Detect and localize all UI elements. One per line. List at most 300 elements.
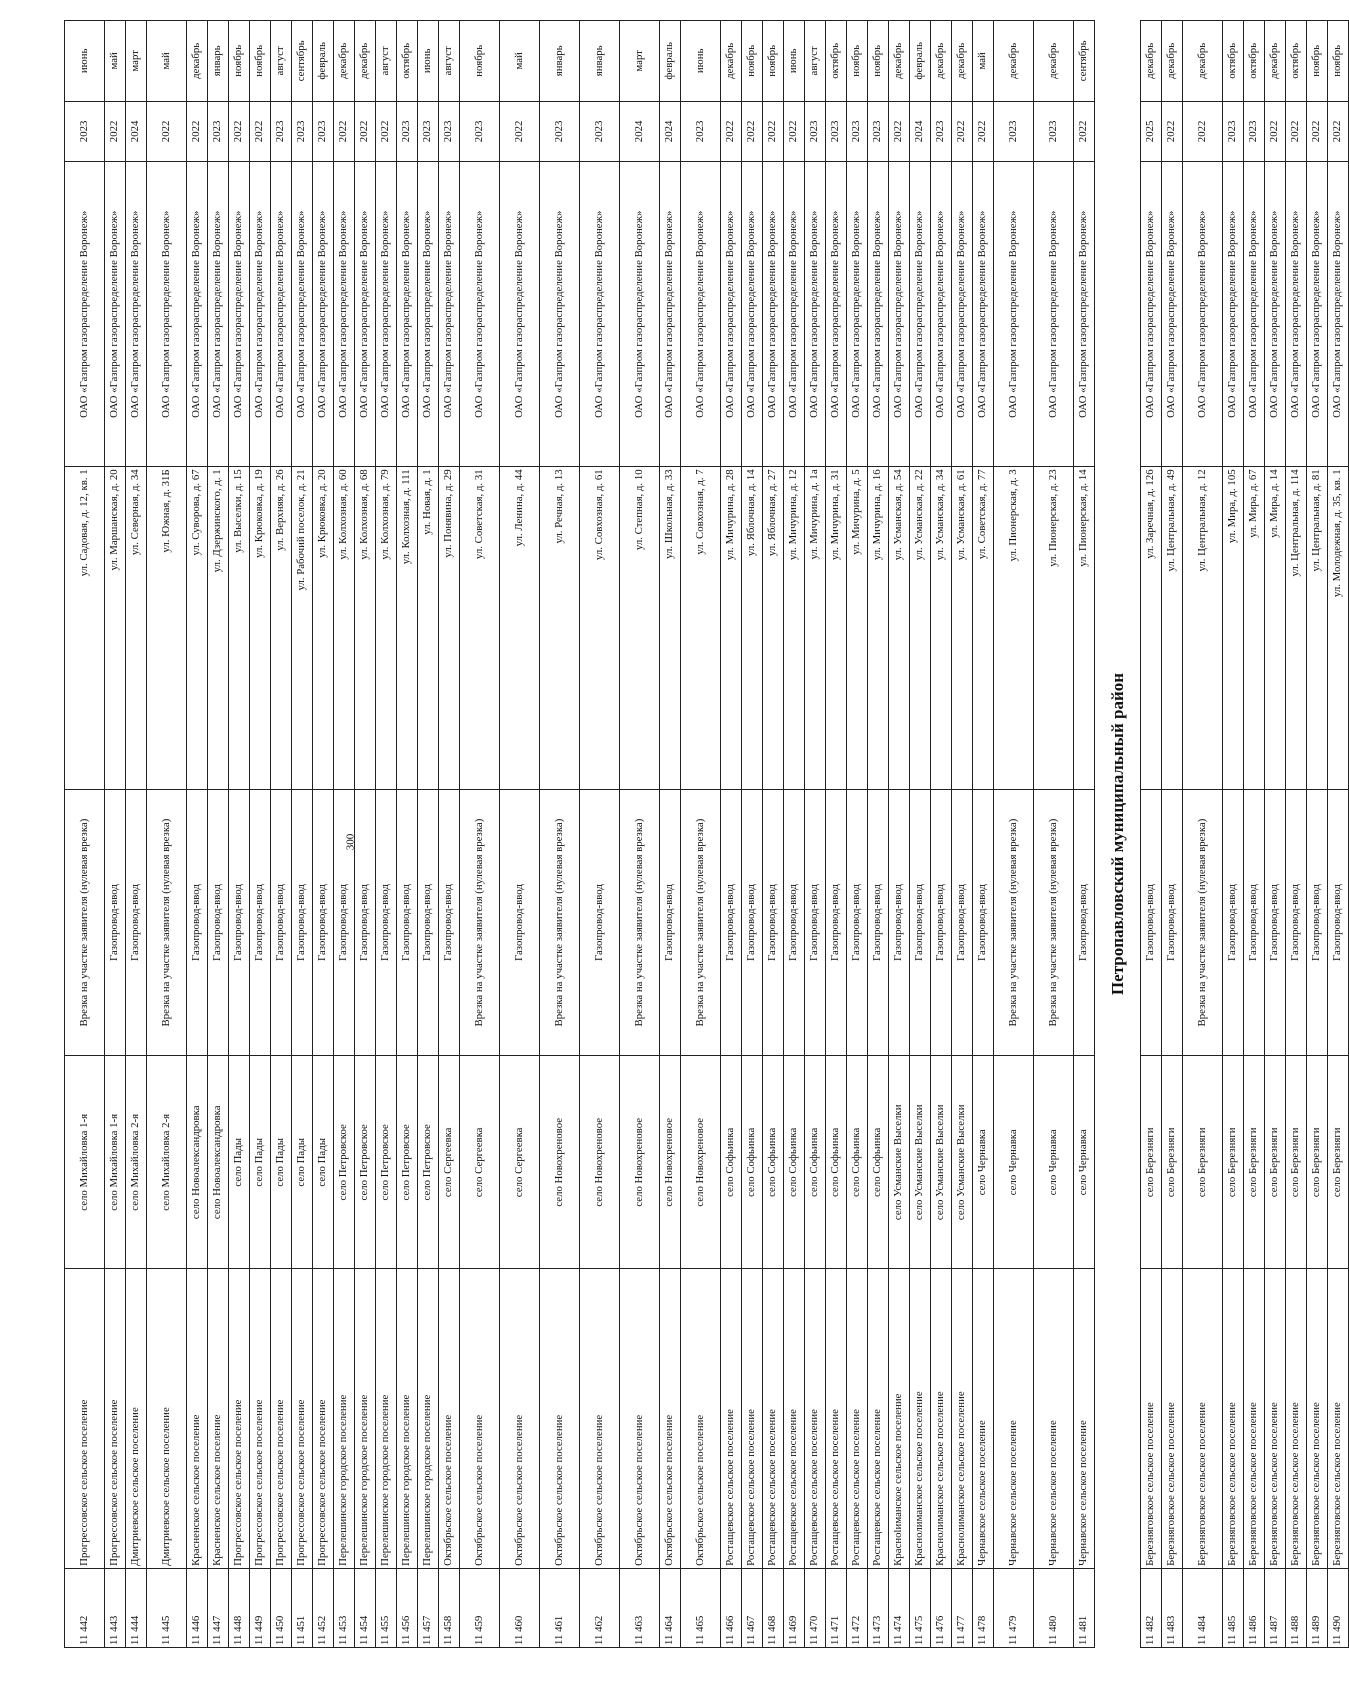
locality-cell: село Чернавка xyxy=(973,1056,994,1269)
organization-cell: ОАО «Газпром газораспределение Воронеж» xyxy=(1223,162,1244,467)
month-cell: март xyxy=(126,21,147,102)
month-cell: ноябрь xyxy=(1307,21,1328,102)
work-type-cell: Газопровод-ввод xyxy=(1162,789,1183,1055)
gas-connection-table-wrap xyxy=(64,20,1344,1648)
settlement-cell: Краснолиманское сельское поселение xyxy=(952,1269,973,1568)
row-id-cell: 11 475 xyxy=(910,1568,931,1647)
settlement-cell: Березняговское сельское поселение xyxy=(1307,1269,1328,1568)
organization-cell: ОАО «Газпром газораспределение Воронеж» xyxy=(868,162,889,467)
address-cell: ул. Школьная, д. 33 xyxy=(660,467,681,790)
row-id-cell: 11 457 xyxy=(418,1568,439,1647)
locality-cell: село Михайловка 1-я xyxy=(65,1056,105,1269)
locality-cell: село Чернавка xyxy=(994,1056,1034,1269)
row-id-cell: 11 442 xyxy=(65,1568,105,1647)
address-cell: ул. Центральная, д. 49 xyxy=(1162,467,1183,790)
locality-cell: село Новоалександровка xyxy=(187,1056,208,1269)
organization-cell: ОАО «Газпром газораспределение Воронеж» xyxy=(1162,162,1183,467)
table-row xyxy=(994,21,1034,1648)
organization-cell: ОАО «Газпром газораспределение Воронеж» xyxy=(994,162,1034,467)
work-type-cell: Газопровод-ввод xyxy=(763,789,784,1055)
locality-cell: село Софьинка xyxy=(763,1056,784,1269)
table-row xyxy=(1141,21,1162,1648)
year-cell: 2023 xyxy=(208,101,229,161)
address-cell: ул. Молодежная, д. 35, кв. 1 xyxy=(1328,467,1349,790)
work-type-cell: Газопровод-ввод xyxy=(784,789,805,1055)
month-cell: январь xyxy=(208,21,229,102)
year-cell: 2024 xyxy=(126,101,147,161)
address-cell: ул. Заречная, д. 126 xyxy=(1141,467,1162,790)
work-type-cell: Газопровод-ввод xyxy=(126,789,147,1055)
work-type-cell: Газопровод-ввод xyxy=(1074,789,1095,1055)
year-cell: 2022 xyxy=(1307,101,1328,161)
month-cell: май xyxy=(973,21,994,102)
locality-cell: село Пады xyxy=(271,1056,292,1269)
organization-cell: ОАО «Газпром газораспределение Воронеж» xyxy=(721,162,742,467)
address-cell: ул. Мичурина, д. 12 xyxy=(784,467,805,790)
locality-cell: село Софьинка xyxy=(784,1056,805,1269)
settlement-cell: Ростащевское сельское поселение xyxy=(826,1269,847,1568)
work-type-cell: Газопровод-ввод xyxy=(910,789,931,1055)
settlement-cell: Октябрьское сельское поселение xyxy=(460,1269,500,1568)
organization-cell: ОАО «Газпром газораспределение Воронеж» xyxy=(208,162,229,467)
settlement-cell: Ростащевское сельское поселение xyxy=(742,1269,763,1568)
address-cell: ул. Мира, д. 14 xyxy=(1265,467,1286,790)
organization-cell: ОАО «Газпром газораспределение Воронеж» xyxy=(1307,162,1328,467)
locality-cell: село Новохреновое xyxy=(580,1056,620,1269)
locality-cell: село Софьинка xyxy=(721,1056,742,1269)
work-type-cell: Газопровод-ввод xyxy=(1141,789,1162,1055)
year-cell: 2023 xyxy=(1034,101,1074,161)
row-id-cell: 11 485 xyxy=(1223,1568,1244,1647)
year-cell: 2023 xyxy=(826,101,847,161)
month-cell: декабрь xyxy=(721,21,742,102)
organization-cell: ОАО «Газпром газораспределение Воронеж» xyxy=(1244,162,1265,467)
organization-cell: ОАО «Газпром газораспределение Воронеж» xyxy=(147,162,187,467)
work-type-cell: Газопровод-ввод xyxy=(660,789,681,1055)
address-cell: ул. Колхозная, д. 68 xyxy=(355,467,376,790)
table-row xyxy=(65,21,105,1648)
address-cell: ул. Центральная, д. 81 xyxy=(1307,467,1328,790)
organization-cell: ОАО «Газпром газораспределение Воронеж» xyxy=(660,162,681,467)
work-type-cell: Газопровод-ввод xyxy=(334,789,355,1055)
settlement-cell: Октябрьское сельское поселение xyxy=(580,1269,620,1568)
settlement-cell: Перелешинское городское поселение xyxy=(334,1269,355,1568)
work-type-cell: Врезка на участке заявителя (нулевая врезка) xyxy=(1034,789,1074,1055)
row-id-cell: 11 467 xyxy=(742,1568,763,1647)
row-id-cell: 11 459 xyxy=(460,1568,500,1647)
table-row xyxy=(721,21,742,1648)
address-cell: ул. Советская, д. 77 xyxy=(973,467,994,790)
locality-cell: село Пады xyxy=(313,1056,334,1269)
month-cell: ноябрь xyxy=(847,21,868,102)
address-cell: ул. Усманская, д. 34 xyxy=(931,467,952,790)
month-cell: ноябрь xyxy=(763,21,784,102)
address-cell: ул. Совхозная, д. 61 xyxy=(580,467,620,790)
row-id-cell: 11 469 xyxy=(784,1568,805,1647)
locality-cell: село Березняги xyxy=(1244,1056,1265,1269)
locality-cell: село Усманские Выселки xyxy=(889,1056,910,1269)
month-cell: сентябрь xyxy=(292,21,313,102)
address-cell: ул. Ленина, д. 44 xyxy=(500,467,540,790)
organization-cell: ОАО «Газпром газораспределение Воронеж» xyxy=(805,162,826,467)
address-cell: ул. Усманская, д. 54 xyxy=(889,467,910,790)
month-cell: декабрь xyxy=(1162,21,1183,102)
table-row xyxy=(742,21,763,1648)
locality-cell: село Березняги xyxy=(1183,1056,1223,1269)
row-id-cell: 11 448 xyxy=(229,1568,250,1647)
work-type-cell: Газопровод-ввод xyxy=(952,789,973,1055)
month-cell: декабрь xyxy=(931,21,952,102)
row-id-cell: 11 466 xyxy=(721,1568,742,1647)
address-cell: ул. Садовая, д. 12, кв. 1 xyxy=(65,467,105,790)
work-type-cell: Врезка на участке заявителя (нулевая врезка) xyxy=(620,789,660,1055)
table-row xyxy=(126,21,147,1648)
table-row xyxy=(868,21,889,1648)
row-id-cell: 11 478 xyxy=(973,1568,994,1647)
settlement-cell: Перелешинское городское поселение xyxy=(418,1269,439,1568)
work-type-cell: Газопровод-ввод xyxy=(313,789,334,1055)
year-cell: 2022 xyxy=(721,101,742,161)
year-cell: 2023 xyxy=(931,101,952,161)
table-row xyxy=(620,21,660,1648)
organization-cell: ОАО «Газпром газораспределение Воронеж» xyxy=(1034,162,1074,467)
work-type-cell: Газопровод-ввод xyxy=(397,789,418,1055)
address-cell: ул. Мичурина, д. 5 xyxy=(847,467,868,790)
settlement-cell: Ростащевское сельское поселение xyxy=(721,1269,742,1568)
month-cell: ноябрь xyxy=(868,21,889,102)
address-cell: ул. Совхозная, д. 7 xyxy=(681,467,721,790)
work-type-cell: Газопровод-ввод xyxy=(229,789,250,1055)
table-row xyxy=(889,21,910,1648)
year-cell: 2022 xyxy=(1328,101,1349,161)
table-row xyxy=(355,21,376,1648)
work-type-cell: Врезка на участке заявителя (нулевая врезка) xyxy=(681,789,721,1055)
year-cell: 2023 xyxy=(540,101,580,161)
work-type-cell: Газопровод-ввод xyxy=(868,789,889,1055)
locality-cell: село Сергеевка xyxy=(439,1056,460,1269)
organization-cell: ОАО «Газпром газораспределение Воронеж» xyxy=(1141,162,1162,467)
table-row xyxy=(763,21,784,1648)
row-id-cell: 11 465 xyxy=(681,1568,721,1647)
month-cell: ноябрь xyxy=(229,21,250,102)
locality-cell: село Софьинка xyxy=(826,1056,847,1269)
locality-cell: село Березняги xyxy=(1223,1056,1244,1269)
month-cell: декабрь xyxy=(1141,21,1162,102)
year-cell: 2023 xyxy=(397,101,418,161)
settlement-cell: Краснолиманское сельское поселение xyxy=(910,1269,931,1568)
locality-cell: село Новохреновое xyxy=(660,1056,681,1269)
table-row xyxy=(540,21,580,1648)
address-cell: ул. Мичурина, д. 1а xyxy=(805,467,826,790)
year-cell: 2023 xyxy=(65,101,105,161)
year-cell: 2022 xyxy=(500,101,540,161)
work-type-cell: Газопровод-ввод xyxy=(847,789,868,1055)
month-cell: ноябрь xyxy=(1328,21,1349,102)
address-cell: ул. Пионерская, д. 14 xyxy=(1074,467,1095,790)
row-id-cell: 11 445 xyxy=(147,1568,187,1647)
row-id-cell: 11 461 xyxy=(540,1568,580,1647)
work-type-cell: Газопровод-ввод xyxy=(931,789,952,1055)
settlement-cell: Чернавское сельское поселение xyxy=(1074,1269,1095,1568)
section-title: Петропавловский муниципальный район xyxy=(1107,672,1127,996)
row-id-cell: 11 451 xyxy=(292,1568,313,1647)
settlement-cell: Ростащевское сельское поселение xyxy=(805,1269,826,1568)
locality-cell: село Новохреновое xyxy=(540,1056,580,1269)
month-cell: май xyxy=(105,21,126,102)
month-cell: февраль xyxy=(313,21,334,102)
locality-cell: село Березняги xyxy=(1307,1056,1328,1269)
table-row xyxy=(847,21,868,1648)
address-cell: ул. Яблочная, д. 27 xyxy=(763,467,784,790)
organization-cell: ОАО «Газпром газораспределение Воронеж» xyxy=(292,162,313,467)
year-cell: 2022 xyxy=(742,101,763,161)
settlement-cell: Березняговское сельское поселение xyxy=(1265,1269,1286,1568)
address-cell: ул. Понявина, д. 29 xyxy=(439,467,460,790)
work-type-cell: Газопровод-ввод xyxy=(889,789,910,1055)
month-cell: октябрь xyxy=(397,21,418,102)
year-cell: 2023 xyxy=(868,101,889,161)
work-type-cell: Газопровод-ввод xyxy=(439,789,460,1055)
locality-cell: село Березняги xyxy=(1286,1056,1307,1269)
year-cell: 2022 xyxy=(229,101,250,161)
month-cell: август xyxy=(376,21,397,102)
table-row xyxy=(681,21,721,1648)
table-row xyxy=(292,21,313,1648)
year-cell: 2022 xyxy=(147,101,187,161)
month-cell: октябрь xyxy=(1244,21,1265,102)
row-id-cell: 11 477 xyxy=(952,1568,973,1647)
row-id-cell: 11 472 xyxy=(847,1568,868,1647)
month-cell: февраль xyxy=(910,21,931,102)
settlement-cell: Ростащевское сельское поселение xyxy=(763,1269,784,1568)
month-cell: декабрь xyxy=(889,21,910,102)
table-row xyxy=(660,21,681,1648)
settlement-cell: Красноlиманское сельское поселение xyxy=(889,1269,910,1568)
organization-cell: ОАО «Газпром газораспределение Воронеж» xyxy=(500,162,540,467)
month-cell: ноябрь xyxy=(250,21,271,102)
organization-cell: ОАО «Газпром газораспределение Воронеж» xyxy=(460,162,500,467)
address-cell: ул. Советская, д. 31 xyxy=(460,467,500,790)
year-cell: 2023 xyxy=(805,101,826,161)
row-id-cell: 11 450 xyxy=(271,1568,292,1647)
address-cell: ул. Колхозная, д. 79 xyxy=(376,467,397,790)
locality-cell: село Софьинка xyxy=(805,1056,826,1269)
organization-cell: ОАО «Газпром газораспределение Воронеж» xyxy=(271,162,292,467)
settlement-cell: Дмитриевское сельское поселение xyxy=(147,1269,187,1568)
locality-cell: село Петровское xyxy=(334,1056,355,1269)
table-row xyxy=(334,21,355,1648)
table-row xyxy=(250,21,271,1648)
year-cell: 2024 xyxy=(660,101,681,161)
month-cell: июнь xyxy=(65,21,105,102)
address-cell: ул. Степная, д. 10 xyxy=(620,467,660,790)
year-cell: 2022 xyxy=(973,101,994,161)
row-id-cell: 11 489 xyxy=(1307,1568,1328,1647)
year-cell: 2023 xyxy=(460,101,500,161)
table-row xyxy=(931,21,952,1648)
organization-cell: ОАО «Газпром газораспределение Воронеж» xyxy=(355,162,376,467)
year-cell: 2022 xyxy=(1286,101,1307,161)
address-cell: ул. Речная, д. 13 xyxy=(540,467,580,790)
table-row xyxy=(313,21,334,1648)
table-row xyxy=(1223,21,1244,1648)
locality-cell: село Сергеевка xyxy=(460,1056,500,1269)
table-row xyxy=(500,21,540,1648)
locality-cell: село Новохреновое xyxy=(620,1056,660,1269)
row-id-cell: 11 449 xyxy=(250,1568,271,1647)
year-cell: 2022 xyxy=(763,101,784,161)
settlement-cell: Октябрьское сельское поселение xyxy=(620,1269,660,1568)
organization-cell: ОАО «Газпром газораспределение Воронеж» xyxy=(418,162,439,467)
row-id-cell: 11 488 xyxy=(1286,1568,1307,1647)
work-type-cell: Врезка на участке заявителя (нулевая врезка) xyxy=(460,789,500,1055)
row-id-cell: 11 481 xyxy=(1074,1568,1095,1647)
gas-connection-table xyxy=(64,20,1349,1648)
organization-cell: ОАО «Газпром газораспределение Воронеж» xyxy=(1183,162,1223,467)
organization-cell: ОАО «Газпром газораспределение Воронеж» xyxy=(65,162,105,467)
month-cell: январь xyxy=(580,21,620,102)
year-cell: 2022 xyxy=(187,101,208,161)
address-cell: ул. Центральная, д. 12 xyxy=(1183,467,1223,790)
table-row xyxy=(229,21,250,1648)
work-type-cell: Газопровод-ввод xyxy=(973,789,994,1055)
settlement-cell: Ростащевское сельское поселение xyxy=(868,1269,889,1568)
month-cell: декабрь xyxy=(952,21,973,102)
address-cell: ул. Рабочий поселок, д. 21 xyxy=(292,467,313,790)
table-row xyxy=(1286,21,1307,1648)
row-id-cell: 11 455 xyxy=(376,1568,397,1647)
row-id-cell: 11 444 xyxy=(126,1568,147,1647)
work-type-cell: Врезка на участке заявителя (нулевая врезка) xyxy=(994,789,1034,1055)
address-cell: ул. Центральная, д. 114 xyxy=(1286,467,1307,790)
table-row xyxy=(418,21,439,1648)
settlement-cell: Ростащевское сельское поселение xyxy=(784,1269,805,1568)
month-cell: август xyxy=(271,21,292,102)
address-cell: ул. Пионерская, д. 23 xyxy=(1034,467,1074,790)
year-cell: 2023 xyxy=(1223,101,1244,161)
table-row xyxy=(105,21,126,1648)
settlement-cell: Перелешинское городское поселение xyxy=(397,1269,418,1568)
address-cell: ул. Мира, д. 105 xyxy=(1223,467,1244,790)
settlement-cell: Чернавское сельское поселение xyxy=(973,1269,994,1568)
row-id-cell: 11 476 xyxy=(931,1568,952,1647)
locality-cell: село Петровское xyxy=(418,1056,439,1269)
address-cell: ул. Крюковка, д. 20 xyxy=(313,467,334,790)
year-cell: 2023 xyxy=(313,101,334,161)
settlement-cell: Березняговское сельское поселение xyxy=(1328,1269,1349,1568)
row-id-cell: 11 470 xyxy=(805,1568,826,1647)
work-type-cell: Газопровод-ввод xyxy=(742,789,763,1055)
row-id-cell: 11 446 xyxy=(187,1568,208,1647)
table-row xyxy=(826,21,847,1648)
settlement-cell: Перелешинское городское поселение xyxy=(355,1269,376,1568)
organization-cell: ОАО «Газпром газораспределение Воронеж» xyxy=(931,162,952,467)
row-id-cell: 11 490 xyxy=(1328,1568,1349,1647)
year-cell: 2022 xyxy=(1162,101,1183,161)
locality-cell: село Михайловка 2-я xyxy=(147,1056,187,1269)
month-cell: октябрь xyxy=(826,21,847,102)
locality-cell: село Пады xyxy=(229,1056,250,1269)
table-row xyxy=(208,21,229,1648)
settlement-cell: Чернавское сельское поселение xyxy=(1034,1269,1074,1568)
work-type-cell: Врезка на участке заявителя (нулевая врезка) xyxy=(540,789,580,1055)
row-id-cell: 11 462 xyxy=(580,1568,620,1647)
table-row xyxy=(910,21,931,1648)
settlement-cell: Краснолиманское сельское поселение xyxy=(931,1269,952,1568)
work-type-cell: Газопровод-ввод xyxy=(1307,789,1328,1055)
table-row xyxy=(1162,21,1183,1648)
locality-cell: село Усманские Выселки xyxy=(910,1056,931,1269)
organization-cell: ОАО «Газпром газораспределение Воронеж» xyxy=(620,162,660,467)
table-row xyxy=(397,21,418,1648)
settlement-cell: Прогрессовское сельское поселение xyxy=(292,1269,313,1568)
address-cell: ул. Выселки, д. 15 xyxy=(229,467,250,790)
month-cell: май xyxy=(500,21,540,102)
year-cell: 2022 xyxy=(889,101,910,161)
year-cell: 2022 xyxy=(1183,101,1223,161)
address-cell: ул. Яблочная, д. 14 xyxy=(742,467,763,790)
row-id-cell: 11 456 xyxy=(397,1568,418,1647)
locality-cell: село Петровское xyxy=(376,1056,397,1269)
table-row xyxy=(1183,21,1223,1648)
settlement-cell: Прогрессовское сельское поселение xyxy=(250,1269,271,1568)
organization-cell: ОАО «Газпром газораспределение Воронеж» xyxy=(250,162,271,467)
work-type-cell: Газопровод-ввод xyxy=(376,789,397,1055)
table-row xyxy=(1307,21,1328,1648)
year-cell: 2023 xyxy=(847,101,868,161)
organization-cell: ОАО «Газпром газораспределение Воронеж» xyxy=(439,162,460,467)
settlement-cell: Березняговское сельское поселение xyxy=(1183,1269,1223,1568)
row-id-cell: 11 487 xyxy=(1265,1568,1286,1647)
table-row xyxy=(784,21,805,1648)
work-type-cell: Газопровод-ввод xyxy=(208,789,229,1055)
row-id-cell: 11 480 xyxy=(1034,1568,1074,1647)
locality-cell: село Новоалександровка xyxy=(208,1056,229,1269)
row-id-cell: 11 486 xyxy=(1244,1568,1265,1647)
work-type-cell: Газопровод-ввод xyxy=(805,789,826,1055)
work-type-cell: Газопровод-ввод xyxy=(271,789,292,1055)
organization-cell: ОАО «Газпром газораспределение Воронеж» xyxy=(763,162,784,467)
settlement-cell: Березняговское сельское поселение xyxy=(1223,1269,1244,1568)
work-type-cell: Врезка на участке заявителя (нулевая врезка) xyxy=(147,789,187,1055)
table-row xyxy=(1328,21,1349,1648)
work-type-cell: Газопровод-ввод xyxy=(826,789,847,1055)
organization-cell: ОАО «Газпром газораспределение Воронеж» xyxy=(334,162,355,467)
settlement-cell: Красненское сельское поселение xyxy=(208,1269,229,1568)
address-cell: ул. Северная, д. 34 xyxy=(126,467,147,790)
organization-cell: ОАО «Газпром газораспределение Воронеж» xyxy=(376,162,397,467)
table-row xyxy=(147,21,187,1648)
year-cell: 2022 xyxy=(355,101,376,161)
organization-cell: ОАО «Газпром газораспределение Воронеж» xyxy=(681,162,721,467)
row-id-cell: 11 460 xyxy=(500,1568,540,1647)
locality-cell: село Софьинка xyxy=(847,1056,868,1269)
organization-cell: ОАО «Газпром газораспределение Воронеж» xyxy=(1328,162,1349,467)
address-cell: ул. Новая, д. 1 xyxy=(418,467,439,790)
settlement-cell: Прогрессовское сельское поселение xyxy=(313,1269,334,1568)
year-cell: 2022 xyxy=(334,101,355,161)
work-type-cell: Врезка на участке заявителя (нулевая врезка) xyxy=(65,789,105,1055)
work-type-cell: Газопровод-ввод xyxy=(250,789,271,1055)
month-cell: февраль xyxy=(660,21,681,102)
organization-cell: ОАО «Газпром газораспределение Воронеж» xyxy=(1286,162,1307,467)
settlement-cell: Прогрессовское сельское поселение xyxy=(229,1269,250,1568)
section-header-row xyxy=(1095,21,1141,1648)
row-id-cell: 11 483 xyxy=(1162,1568,1183,1647)
settlement-cell: Прогрессовское сельское поселение xyxy=(105,1269,126,1568)
locality-cell: село Усманские Выселки xyxy=(952,1056,973,1269)
settlement-cell: Дмитриевское сельское поселение xyxy=(126,1269,147,1568)
